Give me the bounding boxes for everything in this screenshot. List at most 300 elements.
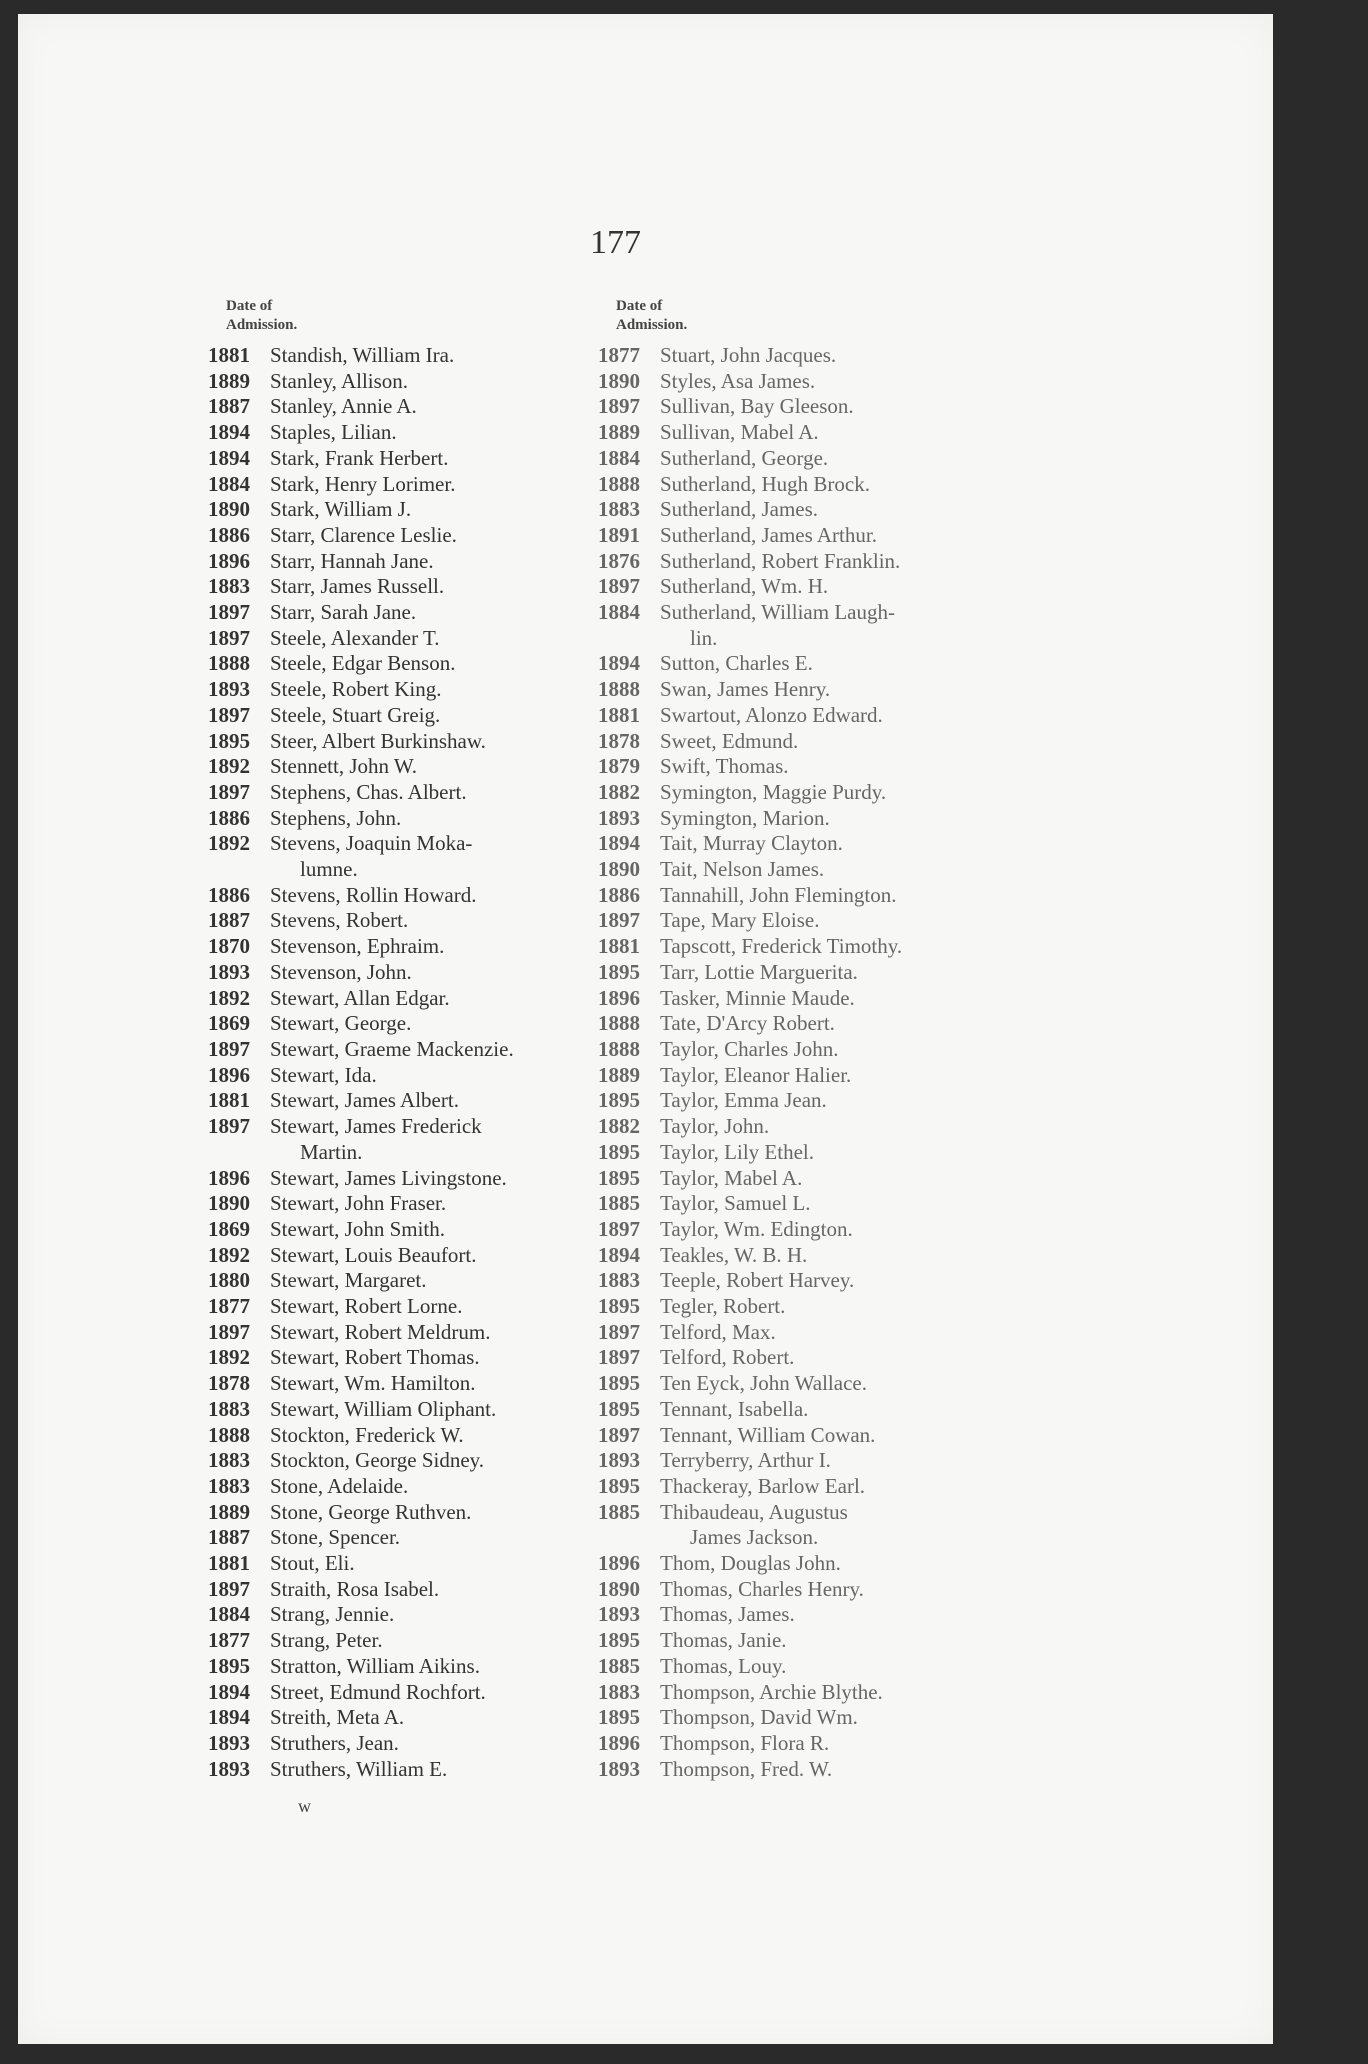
admission-year: 1880 bbox=[208, 1268, 250, 1293]
member-name bbox=[270, 1602, 628, 1628]
member-name-line: Taylor, Samuel L. bbox=[660, 1191, 811, 1216]
member-name bbox=[270, 1397, 628, 1423]
member-name bbox=[270, 1680, 628, 1706]
member-name bbox=[270, 1114, 628, 1165]
admission-year: 1892 bbox=[208, 985, 250, 1010]
member-name-line: Tegler, Robert. bbox=[660, 1294, 786, 1319]
admission-year: 1888 bbox=[208, 1422, 250, 1447]
member-name-line: Stewart, John Smith. bbox=[270, 1216, 446, 1241]
column-header-line2: Admission. bbox=[616, 317, 688, 333]
member-name-line: Tarr, Lottie Marguerita. bbox=[660, 959, 858, 984]
admission-year: 1888 bbox=[598, 677, 640, 702]
member-name-line: Starr, James Russell. bbox=[270, 574, 445, 599]
member-name-line: Sutherland, William Laugh- bbox=[660, 600, 895, 625]
member-name-line: Taylor, John. bbox=[660, 1114, 770, 1139]
member-name-line: Steer, Albert Burkinshaw. bbox=[270, 728, 486, 753]
list-item bbox=[208, 1705, 628, 1731]
admission-year: 1888 bbox=[208, 651, 250, 676]
admission-year: 1883 bbox=[598, 1268, 640, 1293]
member-name bbox=[270, 1345, 628, 1371]
admission-year: 1894 bbox=[208, 445, 250, 470]
admission-year: 1891 bbox=[598, 522, 640, 547]
admission-year: 1895 bbox=[598, 1396, 640, 1421]
admission-year: 1877 bbox=[598, 343, 640, 367]
member-name bbox=[660, 1294, 1038, 1320]
list-item bbox=[598, 1140, 1038, 1166]
list-item bbox=[208, 1551, 628, 1577]
member-name bbox=[660, 1757, 1038, 1783]
list-item bbox=[208, 497, 628, 523]
admission-year: 1895 bbox=[598, 1473, 640, 1498]
list-item bbox=[208, 831, 628, 882]
list-item bbox=[598, 1114, 1038, 1140]
member-name-line: Strang, Jennie. bbox=[270, 1602, 395, 1627]
admission-year: 1897 bbox=[208, 1114, 250, 1139]
admission-year: 1893 bbox=[208, 677, 250, 702]
list-item bbox=[208, 729, 628, 755]
list-item bbox=[208, 651, 628, 677]
admission-year: 1881 bbox=[598, 702, 640, 727]
admission-year: 1893 bbox=[208, 1730, 250, 1755]
admission-year: 1894 bbox=[208, 420, 250, 445]
member-name-line: Thomas, Louy. bbox=[660, 1653, 787, 1678]
admission-year: 1897 bbox=[208, 779, 250, 804]
member-name bbox=[660, 343, 1038, 369]
list-item bbox=[598, 1731, 1038, 1757]
member-name bbox=[660, 394, 1038, 420]
member-name-line: Stone, Adelaide. bbox=[270, 1473, 409, 1498]
list-item bbox=[208, 1577, 628, 1603]
member-name-line: Stuart, John Jacques. bbox=[660, 343, 837, 367]
member-name-line: Stewart, Graeme Mackenzie. bbox=[270, 1036, 514, 1061]
list-item bbox=[208, 806, 628, 832]
member-name bbox=[660, 729, 1038, 755]
list-item bbox=[208, 1525, 628, 1551]
admission-year: 1895 bbox=[598, 1371, 640, 1396]
member-name bbox=[270, 1474, 628, 1500]
list-item bbox=[208, 472, 628, 498]
member-name bbox=[270, 1088, 628, 1114]
member-name bbox=[270, 1551, 628, 1577]
admission-year: 1897 bbox=[598, 1216, 640, 1241]
list-item bbox=[598, 1628, 1038, 1654]
member-name bbox=[660, 1063, 1038, 1089]
column-header-line1: Date of bbox=[616, 298, 663, 314]
member-name-line: Telford, Robert. bbox=[660, 1345, 795, 1370]
member-name-line: Swan, James Henry. bbox=[660, 677, 831, 702]
list-item bbox=[208, 1114, 628, 1165]
list-item bbox=[208, 754, 628, 780]
member-name-line: Stewart, Robert Thomas. bbox=[270, 1345, 480, 1370]
list-item bbox=[598, 1448, 1038, 1474]
admission-year: 1884 bbox=[208, 1602, 250, 1627]
member-name bbox=[270, 729, 628, 755]
admission-year: 1883 bbox=[208, 1396, 250, 1421]
admission-year: 1883 bbox=[598, 497, 640, 522]
member-name-line: Styles, Asa James. bbox=[660, 368, 816, 393]
left-entry-list bbox=[208, 343, 628, 1782]
admission-year: 1894 bbox=[208, 1679, 250, 1704]
member-name bbox=[660, 1474, 1038, 1500]
admission-year: 1897 bbox=[208, 600, 250, 625]
member-name bbox=[660, 1680, 1038, 1706]
member-name-line: Tait, Nelson James. bbox=[660, 857, 825, 882]
admission-year: 1890 bbox=[598, 1576, 640, 1601]
member-name-line: Stanley, Annie A. bbox=[270, 394, 417, 419]
list-item bbox=[208, 986, 628, 1012]
member-name bbox=[270, 703, 628, 729]
admission-year: 1881 bbox=[208, 343, 250, 367]
member-name-line: Symington, Marion. bbox=[660, 805, 830, 830]
member-name-line: Struthers, William E. bbox=[270, 1756, 448, 1781]
member-name bbox=[660, 1371, 1038, 1397]
admission-year: 1893 bbox=[208, 959, 250, 984]
member-name bbox=[270, 934, 628, 960]
list-item bbox=[208, 1268, 628, 1294]
list-item bbox=[598, 677, 1038, 703]
list-item bbox=[208, 1011, 628, 1037]
member-name bbox=[660, 677, 1038, 703]
list-item bbox=[598, 1294, 1038, 1320]
member-name bbox=[660, 1551, 1038, 1577]
member-name-line: Straith, Rosa Isabel. bbox=[270, 1576, 440, 1601]
list-item bbox=[208, 394, 628, 420]
list-item bbox=[598, 1320, 1038, 1346]
list-item bbox=[208, 1397, 628, 1423]
list-item bbox=[208, 420, 628, 446]
column-header-right bbox=[616, 297, 1038, 335]
admission-year: 1885 bbox=[598, 1499, 640, 1524]
member-name-line: Taylor, Wm. Edington. bbox=[660, 1216, 853, 1241]
list-item bbox=[208, 960, 628, 986]
admission-year: 1885 bbox=[598, 1191, 640, 1216]
member-name bbox=[270, 574, 628, 600]
admission-year: 1896 bbox=[208, 548, 250, 573]
member-name-line: Swartout, Alonzo Edward. bbox=[660, 702, 883, 727]
member-name bbox=[660, 1448, 1038, 1474]
list-item bbox=[598, 1166, 1038, 1192]
member-name bbox=[270, 1268, 628, 1294]
admission-year: 1886 bbox=[208, 882, 250, 907]
member-name bbox=[270, 754, 628, 780]
member-name bbox=[660, 497, 1038, 523]
admission-year: 1885 bbox=[598, 1653, 640, 1678]
list-item bbox=[208, 1166, 628, 1192]
admission-year: 1876 bbox=[598, 548, 640, 573]
member-name bbox=[660, 1088, 1038, 1114]
list-item bbox=[208, 703, 628, 729]
page-number: 177 bbox=[590, 224, 641, 261]
admission-year: 1896 bbox=[598, 1730, 640, 1755]
admission-year: 1877 bbox=[208, 1628, 250, 1653]
member-name bbox=[270, 1757, 628, 1783]
list-item bbox=[208, 549, 628, 575]
member-name-line: Thompson, David Wm. bbox=[660, 1705, 858, 1730]
list-item bbox=[208, 1320, 628, 1346]
list-item bbox=[208, 1680, 628, 1706]
member-name-line: Stark, Henry Lorimer. bbox=[270, 471, 456, 496]
member-name-continuation: James Jackson. bbox=[690, 1525, 819, 1550]
admission-year: 1895 bbox=[598, 959, 640, 984]
member-name-continuation: lin. bbox=[690, 625, 718, 650]
member-name-line: Stevens, Rollin Howard. bbox=[270, 882, 477, 907]
member-name-line: Steele, Robert King. bbox=[270, 677, 442, 702]
member-name bbox=[270, 1500, 628, 1526]
list-item bbox=[598, 497, 1038, 523]
member-name bbox=[270, 1063, 628, 1089]
member-name-line: Starr, Sarah Jane. bbox=[270, 600, 417, 625]
list-item bbox=[208, 369, 628, 395]
admission-year: 1892 bbox=[208, 1345, 250, 1370]
list-item bbox=[598, 651, 1038, 677]
list-item bbox=[208, 1474, 628, 1500]
admission-year: 1878 bbox=[208, 1371, 250, 1396]
admission-year: 1890 bbox=[598, 368, 640, 393]
admission-year: 1887 bbox=[208, 394, 250, 419]
list-item bbox=[598, 1705, 1038, 1731]
list-item bbox=[598, 600, 1038, 651]
list-item bbox=[208, 1063, 628, 1089]
member-name bbox=[660, 986, 1038, 1012]
member-name-line: Steele, Stuart Greig. bbox=[270, 702, 441, 727]
admission-year: 1886 bbox=[208, 522, 250, 547]
list-item bbox=[598, 729, 1038, 755]
admission-year: 1889 bbox=[208, 1499, 250, 1524]
list-item bbox=[208, 343, 628, 369]
admission-year: 1895 bbox=[598, 1628, 640, 1653]
list-item bbox=[208, 908, 628, 934]
list-item bbox=[598, 446, 1038, 472]
list-item bbox=[208, 1294, 628, 1320]
member-name-line: Sutherland, Wm. H. bbox=[660, 574, 829, 599]
member-name-line: Tate, D'Arcy Robert. bbox=[660, 1011, 835, 1036]
member-name-line: Thompson, Archie Blythe. bbox=[660, 1679, 883, 1704]
member-name-line: Sullivan, Mabel A. bbox=[660, 420, 819, 445]
member-name bbox=[270, 626, 628, 652]
member-name-line: Stout, Eli. bbox=[270, 1551, 355, 1576]
list-item bbox=[598, 754, 1038, 780]
member-name bbox=[660, 472, 1038, 498]
member-name-line: Steele, Alexander T. bbox=[270, 625, 440, 650]
member-name bbox=[660, 780, 1038, 806]
list-item bbox=[598, 1011, 1038, 1037]
admission-year: 1883 bbox=[208, 1448, 250, 1473]
member-name bbox=[660, 1217, 1038, 1243]
admission-year: 1897 bbox=[598, 574, 640, 599]
member-name bbox=[660, 1011, 1038, 1037]
member-name bbox=[270, 1654, 628, 1680]
member-name-line: Stephens, John. bbox=[270, 805, 402, 830]
list-item bbox=[208, 1500, 628, 1526]
admission-year: 1896 bbox=[208, 1165, 250, 1190]
member-name-line: Stewart, James Albert. bbox=[270, 1088, 459, 1113]
admission-year: 1869 bbox=[208, 1216, 250, 1241]
member-name bbox=[270, 549, 628, 575]
member-name-line: Tapscott, Frederick Timothy. bbox=[660, 934, 903, 959]
member-name-line: Street, Edmund Rochfort. bbox=[270, 1679, 486, 1704]
admission-year: 1887 bbox=[208, 1525, 250, 1550]
admission-year: 1893 bbox=[598, 1756, 640, 1781]
admission-year: 1888 bbox=[598, 1036, 640, 1061]
admission-year: 1897 bbox=[208, 625, 250, 650]
admission-year: 1886 bbox=[208, 805, 250, 830]
admission-year: 1896 bbox=[598, 1551, 640, 1576]
member-name-line: Stark, William J. bbox=[270, 497, 412, 522]
member-name-line: Strang, Peter. bbox=[270, 1628, 383, 1653]
list-item bbox=[208, 1628, 628, 1654]
admission-year: 1879 bbox=[598, 754, 640, 779]
member-name bbox=[270, 369, 628, 395]
admission-year: 1881 bbox=[208, 1088, 250, 1113]
member-name-line: Taylor, Charles John. bbox=[660, 1036, 839, 1061]
member-name bbox=[270, 420, 628, 446]
member-name-line: Sutherland, George. bbox=[660, 445, 829, 470]
admission-year: 1887 bbox=[208, 908, 250, 933]
admission-year: 1896 bbox=[208, 1062, 250, 1087]
member-name bbox=[660, 369, 1038, 395]
list-item bbox=[208, 1731, 628, 1757]
member-name-line: Stewart, Robert Lorne. bbox=[270, 1294, 463, 1319]
member-name-line: Sutherland, Hugh Brock. bbox=[660, 471, 870, 496]
list-item bbox=[598, 574, 1038, 600]
member-name bbox=[660, 1654, 1038, 1680]
admission-year: 1897 bbox=[598, 908, 640, 933]
member-name-continuation: Martin. bbox=[300, 1139, 363, 1164]
column-header-left bbox=[226, 297, 628, 335]
list-item bbox=[598, 523, 1038, 549]
member-name-line: Taylor, Emma Jean. bbox=[660, 1088, 827, 1113]
member-name-line: Thomas, Charles Henry. bbox=[660, 1576, 864, 1601]
admission-year: 1889 bbox=[208, 368, 250, 393]
list-item bbox=[208, 574, 628, 600]
list-item bbox=[208, 934, 628, 960]
list-item bbox=[598, 549, 1038, 575]
member-name bbox=[660, 1397, 1038, 1423]
member-name bbox=[270, 1371, 628, 1397]
member-name bbox=[660, 523, 1038, 549]
member-name-line: Sullivan, Bay Gleeson. bbox=[660, 394, 854, 419]
member-name-line: Taylor, Lily Ethel. bbox=[660, 1139, 814, 1164]
member-name-line: Tennant, Isabella. bbox=[660, 1396, 809, 1421]
member-name bbox=[660, 1577, 1038, 1603]
list-item bbox=[208, 600, 628, 626]
list-item bbox=[598, 1088, 1038, 1114]
member-name-line: Struthers, Jean. bbox=[270, 1730, 399, 1755]
member-name-line: Thomas, Janie. bbox=[660, 1628, 787, 1653]
admission-year: 1894 bbox=[598, 651, 640, 676]
admission-year: 1889 bbox=[598, 420, 640, 445]
member-name bbox=[660, 1268, 1038, 1294]
list-item bbox=[598, 1037, 1038, 1063]
member-name bbox=[270, 343, 628, 369]
list-item bbox=[598, 394, 1038, 420]
admission-year: 1884 bbox=[598, 600, 640, 625]
list-item bbox=[598, 472, 1038, 498]
member-name bbox=[270, 1577, 628, 1603]
member-name bbox=[660, 703, 1038, 729]
member-name-line: Tait, Murray Clayton. bbox=[660, 831, 843, 856]
member-name-line: Thompson, Fred. W. bbox=[660, 1756, 833, 1781]
member-name bbox=[270, 600, 628, 626]
list-item bbox=[598, 960, 1038, 986]
member-name-line: Starr, Clarence Leslie. bbox=[270, 522, 457, 547]
list-item bbox=[598, 934, 1038, 960]
member-name bbox=[660, 651, 1038, 677]
list-item bbox=[208, 1423, 628, 1449]
admission-year: 1897 bbox=[208, 1036, 250, 1061]
member-name-line: Taylor, Eleanor Halier. bbox=[660, 1062, 852, 1087]
member-name-line: Thomas, James. bbox=[660, 1602, 795, 1627]
admission-year: 1892 bbox=[208, 754, 250, 779]
admission-year: 1881 bbox=[598, 934, 640, 959]
column-header-line2: Admission. bbox=[226, 317, 298, 333]
member-name bbox=[660, 960, 1038, 986]
member-name-line: Stewart, Wm. Hamilton. bbox=[270, 1371, 476, 1396]
admission-year: 1888 bbox=[598, 1011, 640, 1036]
list-item bbox=[208, 883, 628, 909]
member-name bbox=[660, 908, 1038, 934]
document-page bbox=[18, 14, 1273, 2044]
list-item bbox=[598, 369, 1038, 395]
admission-year: 1893 bbox=[598, 1602, 640, 1627]
member-name-line: Tasker, Minnie Maude. bbox=[660, 985, 855, 1010]
member-name-line: Stratton, William Aikins. bbox=[270, 1653, 480, 1678]
right-column bbox=[598, 297, 1038, 1782]
admission-year: 1892 bbox=[208, 831, 250, 856]
list-item bbox=[598, 1217, 1038, 1243]
member-name-line: Stewart, Robert Meldrum. bbox=[270, 1319, 491, 1344]
member-name bbox=[660, 446, 1038, 472]
member-name bbox=[270, 677, 628, 703]
member-name bbox=[270, 472, 628, 498]
admission-year: 1897 bbox=[208, 702, 250, 727]
member-name bbox=[660, 1243, 1038, 1269]
member-name bbox=[270, 908, 628, 934]
member-name-line: Stewart, Louis Beaufort. bbox=[270, 1242, 477, 1267]
admission-year: 1894 bbox=[208, 1705, 250, 1730]
list-item bbox=[598, 1602, 1038, 1628]
column-header-line1: Date of bbox=[226, 298, 273, 314]
member-name bbox=[270, 523, 628, 549]
admission-year: 1895 bbox=[208, 728, 250, 753]
list-item bbox=[598, 1397, 1038, 1423]
member-name-line: Steele, Edgar Benson. bbox=[270, 651, 456, 676]
admission-year: 1886 bbox=[598, 882, 640, 907]
list-item bbox=[208, 1654, 628, 1680]
member-name-line: Stark, Frank Herbert. bbox=[270, 445, 449, 470]
member-name-line: Thom, Douglas John. bbox=[660, 1551, 841, 1576]
member-name bbox=[660, 806, 1038, 832]
member-name-line: Standish, William Ira. bbox=[270, 343, 455, 367]
list-item bbox=[598, 883, 1038, 909]
member-name bbox=[270, 1731, 628, 1757]
member-name bbox=[270, 780, 628, 806]
list-item bbox=[598, 1680, 1038, 1706]
member-name-line: Thibaudeau, Augustus bbox=[660, 1499, 848, 1524]
member-name bbox=[270, 446, 628, 472]
list-item bbox=[208, 780, 628, 806]
member-name-line: Stanley, Allison. bbox=[270, 368, 409, 393]
member-name-line: Tannahill, John Flemington. bbox=[660, 882, 897, 907]
member-name-line: Stewart, William Oliphant. bbox=[270, 1396, 497, 1421]
member-name-line: Stewart, James Livingstone. bbox=[270, 1165, 507, 1190]
list-item bbox=[208, 446, 628, 472]
list-item bbox=[598, 420, 1038, 446]
member-name bbox=[270, 883, 628, 909]
member-name-line: Stewart, James Frederick bbox=[270, 1114, 482, 1139]
admission-year: 1884 bbox=[208, 471, 250, 496]
admission-year: 1895 bbox=[208, 1653, 250, 1678]
